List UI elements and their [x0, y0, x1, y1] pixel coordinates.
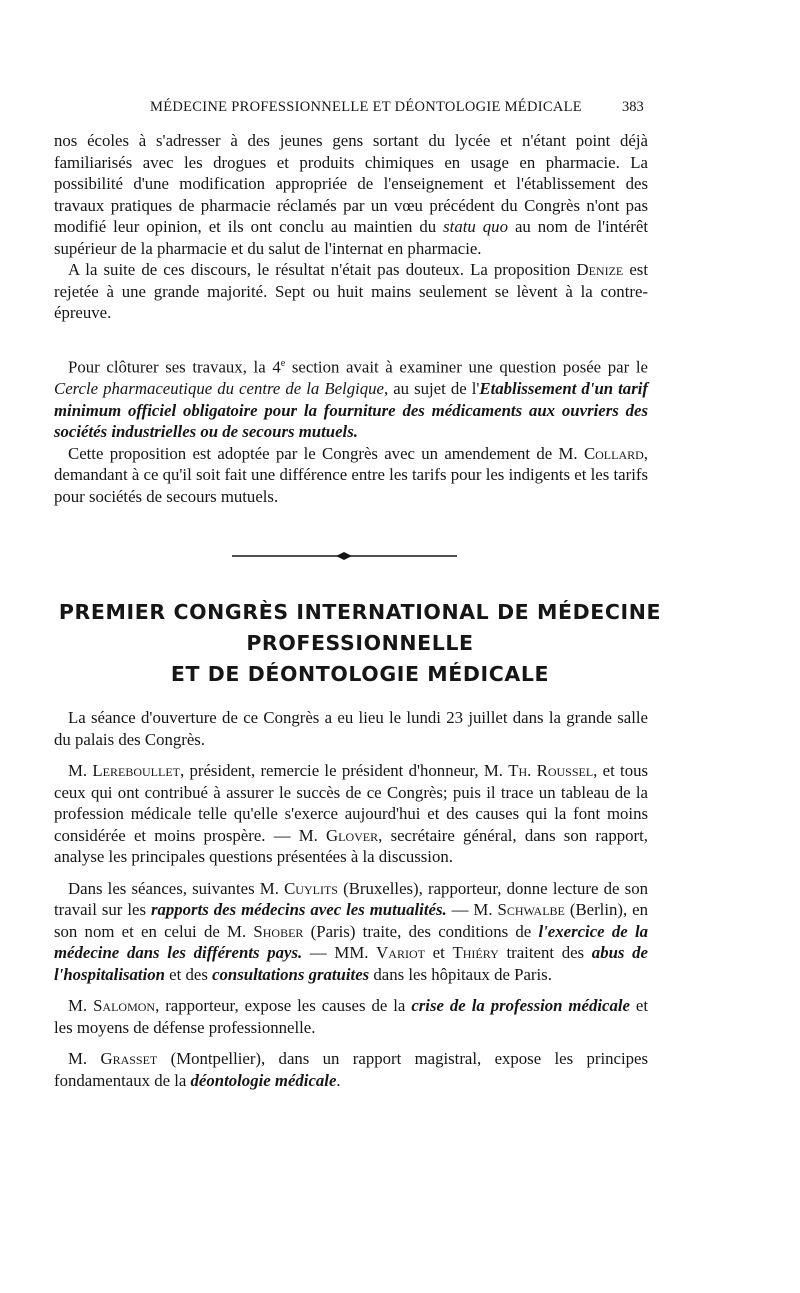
bold-italic-term: rapports des médecins avec les mutualités.	[150, 900, 447, 919]
person-name: Thiéry	[452, 943, 499, 962]
page-number: 383	[622, 99, 644, 115]
pharmacy-section-text	[54, 130, 648, 324]
person-name: Th. Roussel	[508, 761, 594, 780]
paragraph: M. Grasset (Montpellier), dans un rapport magistral, expose les principes fondamentaux de la déontologie médicale.	[54, 1049, 649, 1090]
person-name: Variot	[376, 943, 425, 962]
person-name: Denize	[576, 260, 624, 279]
paragraph: M. Lereboullet, président, remercie le président d'honneur, M. Th. Roussel, et tous ceux qui ont contribué à assurer le succès de ce Congrès; puis il trace un tableau de la profession médicale telle qu'elle s'exerce aujourd'hui et des causes qui la font moins considérée et moins prospère. — M. Glover, secrétaire général, dans son rapport, analyse les principales questions présentées à la discussion.	[54, 761, 649, 866]
person-name: Glover	[326, 825, 379, 845]
congress-text	[54, 707, 648, 1101]
section-divider	[232, 552, 457, 560]
bold-italic-term: abus de l'hospitalisation	[54, 943, 648, 984]
running-head: MÉDECINE PROFESSIONNELLE ET DÉONTOLOGIE MÉDICALE	[150, 99, 582, 115]
paragraph: Pour clôturer ses travaux, la 4e section avait à examiner une question posée par le Cercle pharmaceutique du centre de la Belgique, au sujet de l'Etablissement d'un tarif minimum officiel obligatoire pour la fourniture des médicaments aux ouvriers des sociétés industrielles ou de secours mutuels.	[54, 357, 648, 442]
person-name: Schwalbe	[497, 900, 565, 919]
fourth-section-text	[54, 353, 648, 507]
congress-title	[30, 597, 690, 690]
bold-italic-term: l'exercice de la médecine dans les différents pays.	[54, 921, 648, 962]
bold-italic-term: Etablissement d'un tarif minimum officiel obligatoire pour la fourniture des médicaments aux ouvriers des sociétés industrielles ou de secours mutuels.	[54, 379, 648, 442]
person-name: Lereboullet	[92, 761, 180, 780]
paragraph: Cette proposition est adoptée par le Congrès avec un amendement de M. Collard, demandant à ce qu'il soit fait une différence entre les tarifs pour les indigents et les tarifs pour sociétés de secours mutuels.	[54, 443, 648, 506]
paragraph: A la suite de ces discours, le résultat n'était pas douteux. La proposition Denize est rejetée à une grande majorité. Sept ou huit mains seulement se lèvent à la contre-épreuve.	[54, 260, 648, 322]
bold-italic-term: crise de la profession médicale	[411, 996, 630, 1015]
title-line: PREMIER CONGRÈS INTERNATIONAL DE MÉDECINE	[58, 600, 662, 624]
person-name: Salomon	[93, 996, 156, 1015]
bold-italic-term: déontologie médicale	[190, 1070, 337, 1090]
paragraph: nos écoles à s'adresser à des jeunes gens sortant du lycée et n'étant point déjà familiarisés avec les drogues et produits chimiques en usage en pharmacie. La possibilité d'une modification appropriée de l'enseignement et l'établissement des travaux pratiques de pharmacie réclamés par un vœu précédent du Congrès n'ont pas modifié leur opinion, et ils ont conclu au maintien du statu quo au nom de l'intérêt supérieur de la pharmacie et du salut de l'internat en pharmacie.	[54, 131, 648, 258]
person-name: Shober	[253, 921, 304, 941]
page-header	[0, 99, 800, 121]
person-name: Cuylits	[284, 878, 338, 898]
person-name: Grasset	[100, 1049, 158, 1068]
italic-term: Cercle pharmaceutique du centre de la Belgique	[54, 379, 384, 399]
italic-term: statu quo	[443, 217, 508, 236]
title-line: ET DE DÉONTOLOGIE MÉDICALE	[170, 662, 550, 686]
bold-italic-term: consultations gratuites	[212, 964, 370, 984]
title-line: PROFESSIONNELLE	[246, 631, 474, 655]
paragraph: Dans les séances, suivantes M. Cuylits (Bruxelles), rapporteur, donne lecture de son travail sur les rapports des médecins avec les mutualités. — M. Schwalbe (Berlin), en son nom et en celui de M. Shober (Paris) traite, des conditions de l'exercice de la médecine dans les différents pays. — MM. Variot et Thiéry traitent des abus de l'hospitalisation et des consultations gratuites dans les hôpitaux de Paris.	[54, 878, 648, 984]
paragraph: M. Salomon, rapporteur, expose les causes de la crise de la profession médicale et les moyens de défense professionnelle.	[54, 996, 649, 1037]
paragraph: La séance d'ouverture de ce Congrès a eu lieu le lundi 23 juillet dans la grande salle du palais des Congrès.	[54, 708, 648, 749]
person-name: Collard	[583, 443, 644, 463]
